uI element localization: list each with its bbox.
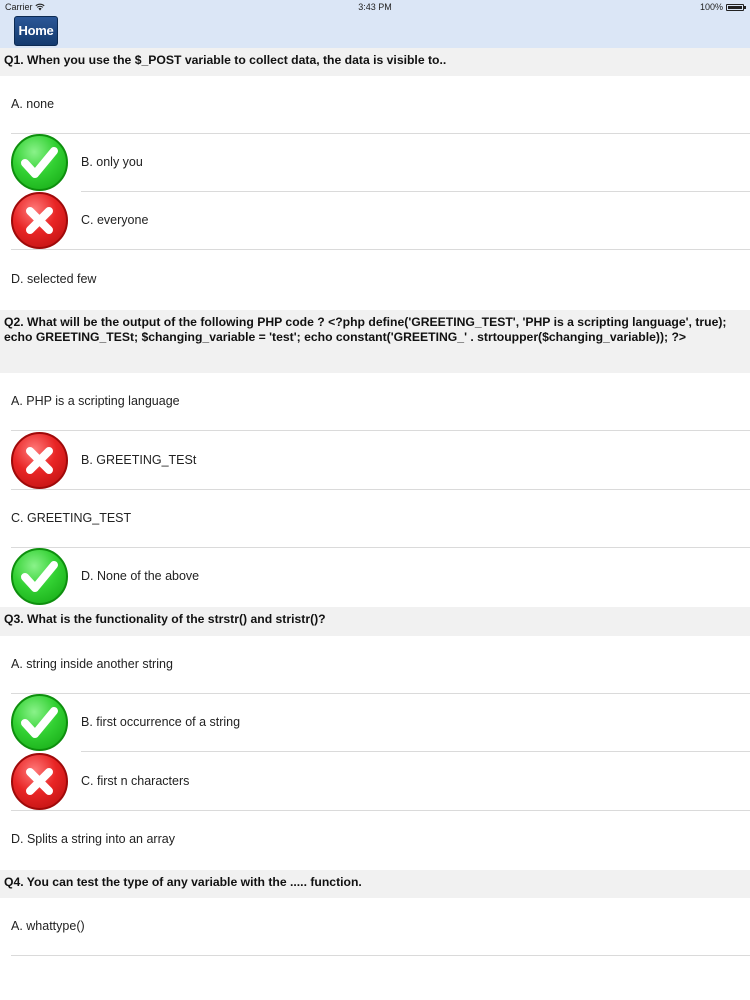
option-label: C. everyone (81, 213, 149, 227)
question-1-option-d[interactable] (0, 251, 750, 309)
battery-percent: 100% (699, 2, 723, 12)
question-2-option-a[interactable] (0, 373, 750, 431)
question-1-text: Q1. When you use the $_POST variable to collect data, the data is visible to.. (0, 48, 750, 76)
correct-check-icon (11, 548, 68, 605)
correct-check-icon (11, 694, 68, 751)
option-separator (81, 751, 750, 752)
question-3-option-d[interactable] (0, 811, 750, 869)
clock: 3:43 PM (358, 2, 392, 12)
question-1-option-a[interactable] (0, 76, 750, 134)
option-label: D. None of the above (81, 569, 200, 583)
wrong-cross-icon (11, 192, 68, 249)
question-2-option-c[interactable] (0, 490, 750, 548)
option-label: C. GREETING_TEST (11, 511, 132, 525)
option-label: A. PHP is a scripting language (11, 394, 180, 408)
home-button[interactable]: Home (14, 16, 58, 46)
option-separator (11, 249, 750, 250)
option-label: D. Splits a string into an array (11, 832, 175, 846)
option-label: A. whattype() (11, 919, 85, 933)
question-3-option-a[interactable] (0, 636, 750, 694)
battery-indicator (700, 2, 744, 12)
battery-icon (726, 4, 744, 11)
question-2-option-d[interactable] (0, 548, 750, 606)
wrong-cross-icon (11, 432, 68, 489)
question-2-text: Q2. What will be the output of the following PHP code ? <?php define('GREETING_TEST', 'PHP is a scripting language', true); echo GREETING_TESt; $changing_variable = 'test'; echo constant('GREETING_' . strtoupper($changing_variable)); ?> (0, 310, 750, 373)
carrier-text: Carrier (5, 2, 33, 12)
question-4-text: Q4. You can test the type of any variable with the ..... function. (0, 870, 750, 898)
question-1-option-c[interactable] (0, 192, 750, 250)
option-label: A. string inside another string (11, 657, 173, 671)
correct-check-icon (11, 134, 68, 191)
question-3-option-c[interactable] (0, 753, 750, 811)
status-bar (0, 0, 750, 14)
option-label: C. first n characters (81, 774, 190, 788)
question-4-option-a[interactable] (0, 898, 750, 956)
option-label: B. GREETING_TESt (81, 453, 197, 467)
option-label: B. first occurrence of a string (81, 715, 241, 729)
option-label: B. only you (81, 155, 143, 169)
option-label: A. none (11, 97, 55, 111)
wrong-cross-icon (11, 753, 68, 810)
question-3-option-b[interactable] (0, 694, 750, 752)
option-separator (11, 955, 750, 956)
question-2-option-b[interactable] (0, 432, 750, 490)
question-3-text: Q3. What is the functionality of the strstr() and stristr()? (0, 607, 750, 636)
nav-bar (0, 14, 750, 48)
option-separator (11, 430, 750, 431)
option-label: D. selected few (11, 272, 97, 286)
question-1-option-b[interactable] (0, 134, 750, 192)
